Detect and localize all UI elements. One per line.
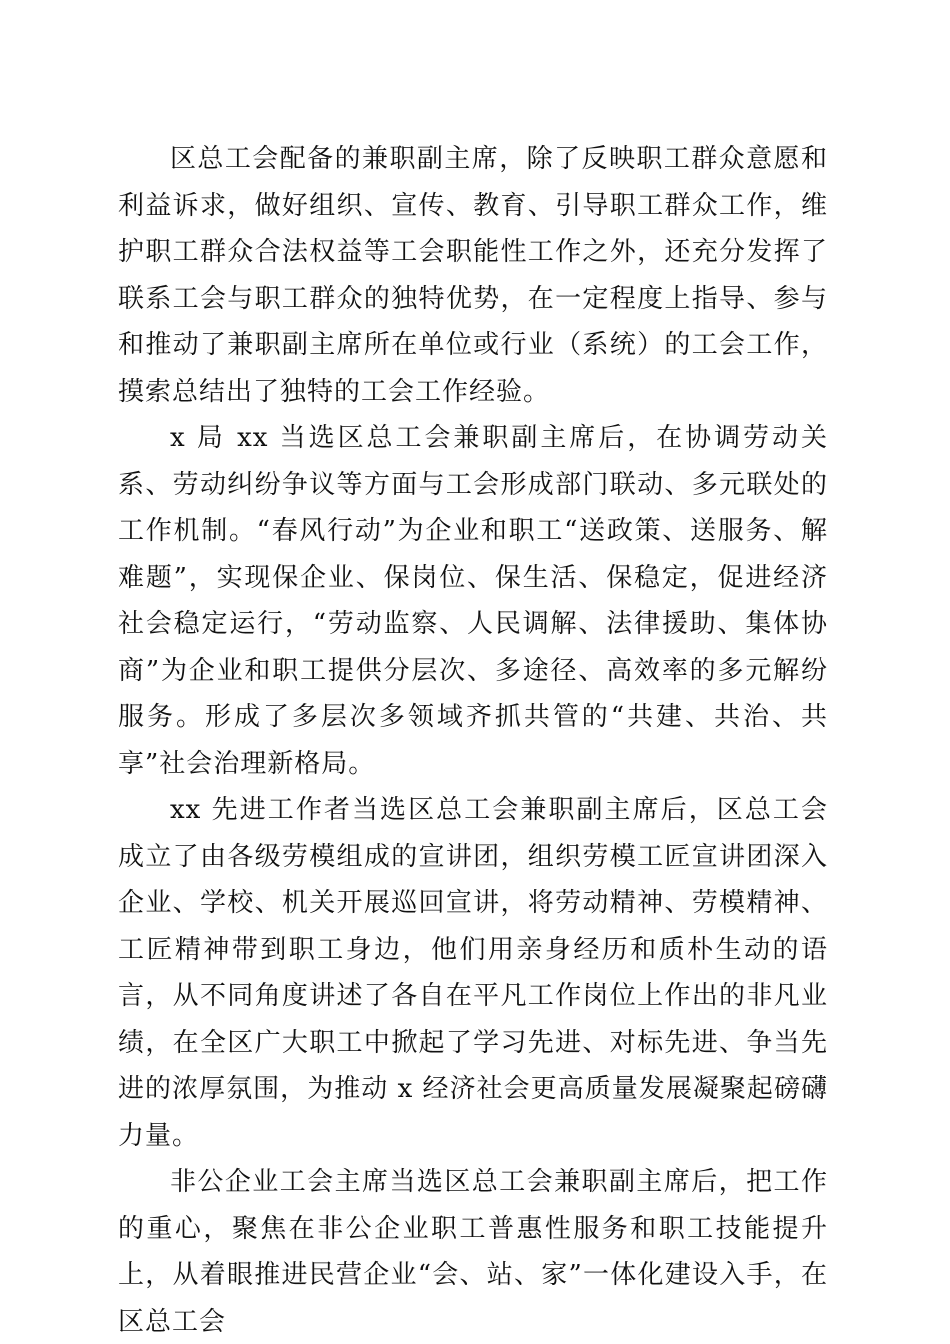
paragraph-3: xx 先进工作者当选区总工会兼职副主席后，区总工会成立了由各级劳模组成的宣讲团，组织劳模工匠宣讲团深入企业、学校、机关开展巡回宣讲，将劳动精神、劳模精神、工匠精神带到职工身边，他们用亲身经历和质朴生动的语言，从不同角度讲述了各自在平凡工作岗位上作出的非凡业绩，在全区广大职工中掀起了学习先进、对标先进、争当先进的浓厚氛围，为推动 x 经济社会更高质量发展凝聚起磅礴力量。 (118, 795, 828, 1151)
paragraph-2: x 局 xx 当选区总工会兼职副主席后，在协调劳动关系、劳动纠纷争议等方面与工会形成部门联动、多元联处的工作机制。“春风行动”为企业和职工“送政策、送服务、解难题”，实现保企业、保岗位、保生活、保稳定，促进经济社会稳定运行，“劳动监察、人民调解、法律援助、集体协商”为企业和职工提供分层次、多途径、高效率的多元解纷服务。形成了多层次多领域齐抓共管的“共建、共治、共享”社会治理新格局。 (118, 423, 828, 779)
paragraph-1: 区总工会配备的兼职副主席，除了反映职工群众意愿和利益诉求，做好组织、宣传、教育、引导职工群众工作，维护职工群众合法权益等工会职能性工作之外，还充分发挥了联系工会与职工群众的独特优势，在一定程度上指导、参与和推动了兼职副主席所在单位或行业（系统）的工会工作，摸索总结出了独特的工会工作经验。 (118, 144, 828, 407)
paragraph-4: 非公企业工会主席当选区总工会兼职副主席后，把工作的重心，聚焦在非公企业职工普惠性服务和职工技能提升上，从着眼推进民营企业“会、站、家”一体化建设入手，在区总工会 (118, 1167, 828, 1337)
